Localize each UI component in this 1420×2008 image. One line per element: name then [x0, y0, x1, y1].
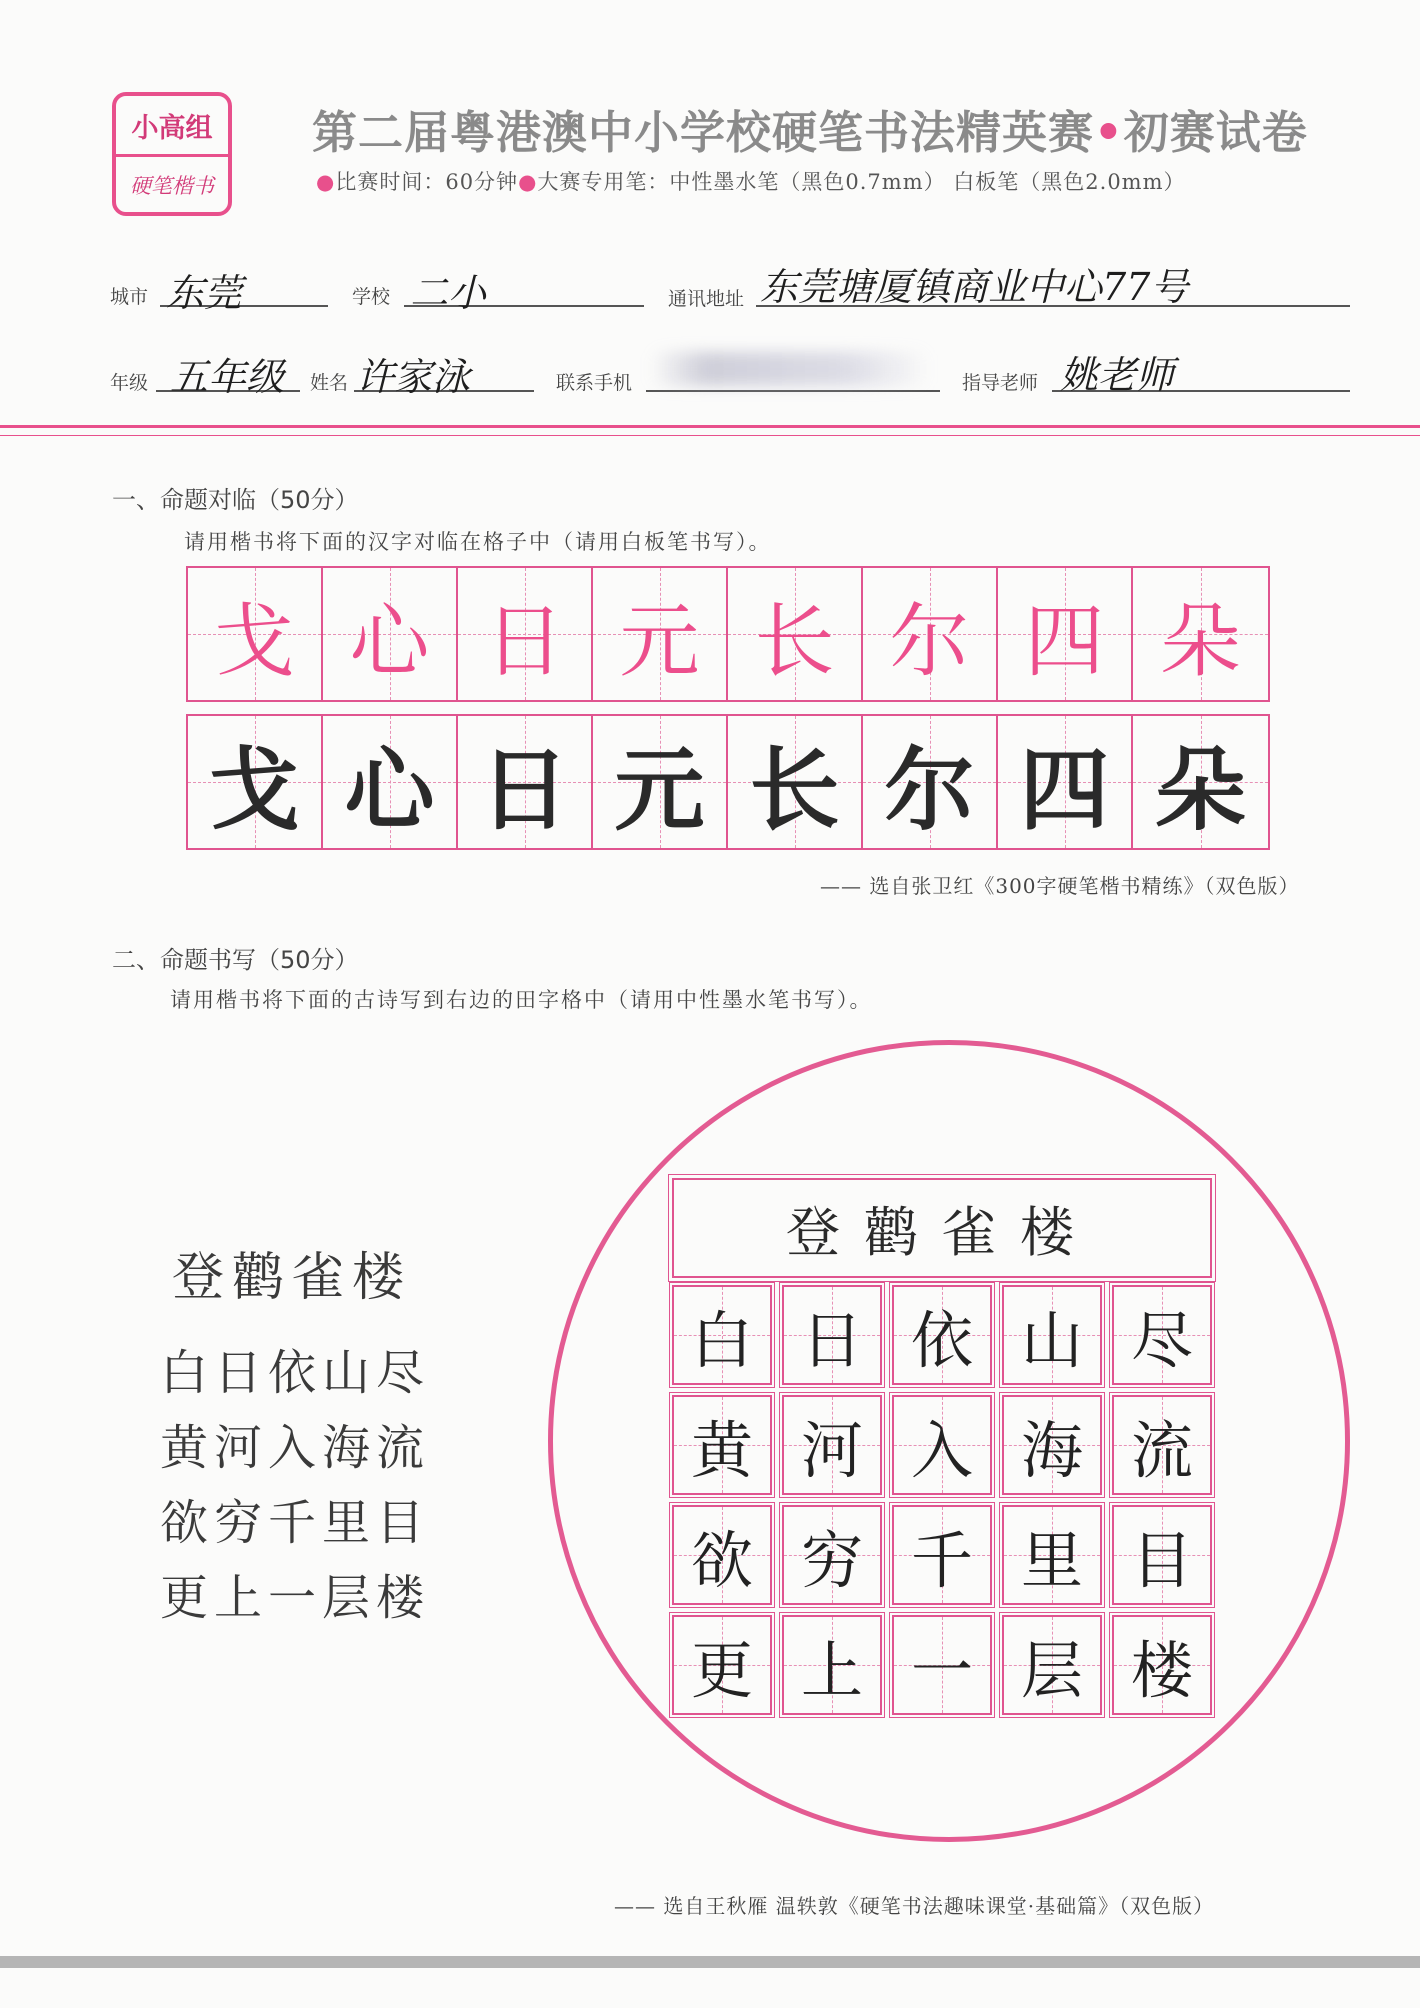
written-char: 依: [910, 1303, 973, 1377]
address-value[interactable]: 东莞塘厦镇商业中心77号: [760, 265, 1189, 309]
written-char: 河: [800, 1413, 863, 1487]
tianzige-cell[interactable]: [1002, 1395, 1102, 1495]
model-char: 长: [754, 594, 835, 688]
copy-char: 四: [1019, 738, 1110, 843]
model-cell: [728, 568, 863, 700]
model-char: 日: [484, 594, 565, 688]
phone-value-redacted: [650, 352, 930, 386]
school-value[interactable]: 二小: [410, 271, 487, 315]
copy-cell[interactable]: [323, 716, 458, 848]
name-value[interactable]: 许家泳: [356, 355, 471, 399]
title-main: 第二届粤港澳中小学校硬笔书法精英赛: [312, 106, 1095, 159]
city-value[interactable]: 东莞: [166, 271, 243, 315]
written-char: 穷: [800, 1523, 863, 1597]
tianzige-cell[interactable]: [672, 1505, 772, 1605]
model-char: 四: [1024, 594, 1105, 688]
tianzige-cell[interactable]: [672, 1285, 772, 1385]
section1-source: —— 选自张卫红《300字硬笔楷书精练》（双色版）: [820, 874, 1300, 898]
written-char: 海: [1020, 1413, 1083, 1487]
copy-cell[interactable]: [863, 716, 998, 848]
model-char: 朵: [1160, 594, 1241, 688]
copy-char: 心: [344, 738, 435, 843]
copy-char-row[interactable]: [186, 714, 1270, 850]
model-cell: [998, 568, 1133, 700]
model-cell: [188, 568, 323, 700]
tianzige-cell[interactable]: [1002, 1285, 1102, 1385]
model-cell: [458, 568, 593, 700]
model-poem-line: 黄河入海流: [160, 1420, 431, 1476]
tianzige-cell[interactable]: [782, 1505, 882, 1605]
model-poem-line: 白日依山尽: [160, 1345, 431, 1401]
written-char: 流: [1130, 1413, 1193, 1487]
title-suffix: 初赛试卷: [1123, 106, 1308, 159]
model-poem-line: 更上一层楼: [160, 1570, 431, 1626]
bullet-icon: ●: [518, 170, 538, 194]
section1-instruction: 请用楷书将下面的汉字对临在格子中（请用白板笔书写）。: [184, 530, 772, 554]
written-char: 山: [1020, 1303, 1083, 1377]
model-poem-line: 欲穷千里目: [160, 1495, 431, 1551]
city-label: 城市: [110, 286, 149, 308]
exam-time: 比赛时间：60分钟: [335, 170, 519, 194]
section2-instruction: 请用楷书将下面的古诗写到右边的田字格中（请用中性墨水笔书写）。: [170, 988, 873, 1012]
tianzige-cell[interactable]: [892, 1395, 992, 1495]
written-char: 更: [690, 1633, 753, 1707]
written-char: 层: [1020, 1633, 1083, 1707]
teacher-value[interactable]: 姚老师: [1060, 353, 1175, 397]
copy-cell[interactable]: [188, 716, 323, 848]
written-char: 上: [800, 1633, 863, 1707]
written-char: 里: [1020, 1523, 1083, 1597]
copy-cell[interactable]: [458, 716, 593, 848]
tianzige-cell[interactable]: [782, 1285, 882, 1385]
copy-cell[interactable]: [1133, 716, 1268, 848]
tianzige-cell[interactable]: [672, 1615, 772, 1715]
copy-char: 尔: [884, 738, 975, 843]
model-cell: [323, 568, 458, 700]
copy-char: 长: [749, 738, 840, 843]
tianzige-cell[interactable]: [1002, 1505, 1102, 1605]
model-char-row: [186, 566, 1270, 702]
header-divider: [0, 425, 1420, 428]
written-char: 欲: [690, 1523, 753, 1597]
footer-bar: [0, 1956, 1420, 1968]
grade-value[interactable]: 五年级: [170, 355, 285, 399]
exam-pens: 大赛专用笔：中性墨水笔（黑色0.7mm） 白板笔（黑色2.0mm）: [537, 170, 1186, 194]
grade-label: 年级: [110, 372, 149, 394]
model-poem: [160, 1235, 430, 1636]
written-char: 入: [910, 1413, 973, 1487]
model-cell: [593, 568, 728, 700]
copy-char: 戈: [209, 738, 300, 843]
tianzige-cell[interactable]: [1002, 1615, 1102, 1715]
tianzige-cell[interactable]: [1112, 1505, 1212, 1605]
section2-title: 二、命题书写（50分）: [112, 946, 359, 974]
tianzige-cell[interactable]: [892, 1505, 992, 1605]
section1-title: 一、命题对临（50分）: [112, 486, 359, 514]
name-label: 姓名: [310, 372, 349, 394]
model-char: 心: [349, 594, 430, 688]
header-divider-thin: [0, 435, 1420, 436]
exam-info: [316, 166, 1186, 196]
tianzige-cell[interactable]: [892, 1615, 992, 1715]
badge-style-label: 硬笔楷书: [130, 173, 214, 198]
written-title-box[interactable]: [672, 1178, 1212, 1278]
tianzige-cell[interactable]: [892, 1285, 992, 1385]
written-poem-title: 登鹳雀楼: [786, 1200, 1098, 1264]
written-char: 目: [1130, 1523, 1193, 1597]
tianzige-cell[interactable]: [1112, 1395, 1212, 1495]
tianzige-grid[interactable]: [672, 1285, 1212, 1715]
copy-cell[interactable]: [593, 716, 728, 848]
tianzige-cell[interactable]: [782, 1615, 882, 1715]
teacher-label: 指导老师: [962, 372, 1039, 394]
section2-source: —— 选自王秋雁 温轶敦《硬笔书法趣味课堂·基础篇》（双色版）: [614, 1894, 1215, 1918]
written-char: 楼: [1130, 1633, 1193, 1707]
model-char: 戈: [214, 594, 295, 688]
copy-char: 日: [479, 738, 570, 843]
phone-line: [646, 390, 940, 392]
phone-label: 联系手机: [556, 372, 633, 394]
model-poem-title: 登鹳雀楼: [172, 1248, 413, 1308]
model-char: 元: [619, 594, 700, 688]
address-label: 通讯地址: [668, 288, 745, 310]
written-char: 白: [690, 1303, 753, 1377]
tianzige-cell[interactable]: [1112, 1615, 1212, 1715]
copy-char: 朵: [1155, 738, 1246, 843]
school-label: 学校: [352, 286, 391, 308]
copy-cell[interactable]: [998, 716, 1133, 848]
copy-char: 元: [614, 738, 705, 843]
group-badge: [112, 92, 232, 216]
tianzige-cell[interactable]: [1112, 1285, 1212, 1385]
copy-cell[interactable]: [728, 716, 863, 848]
model-cell: [1133, 568, 1268, 700]
tianzige-cell[interactable]: [672, 1395, 772, 1495]
written-char: 黄: [690, 1413, 753, 1487]
tianzige-cell[interactable]: [782, 1395, 882, 1495]
model-char: 尔: [889, 594, 970, 688]
title-dot: •: [1094, 106, 1124, 159]
badge-group-label: 小高组: [116, 96, 228, 157]
bullet-icon: ●: [316, 170, 336, 194]
written-char: 一: [910, 1633, 973, 1707]
written-char: 日: [800, 1303, 863, 1377]
model-cell: [863, 568, 998, 700]
written-char: 尽: [1130, 1303, 1193, 1377]
paper-title: [312, 96, 1308, 161]
written-char: 千: [910, 1523, 973, 1597]
